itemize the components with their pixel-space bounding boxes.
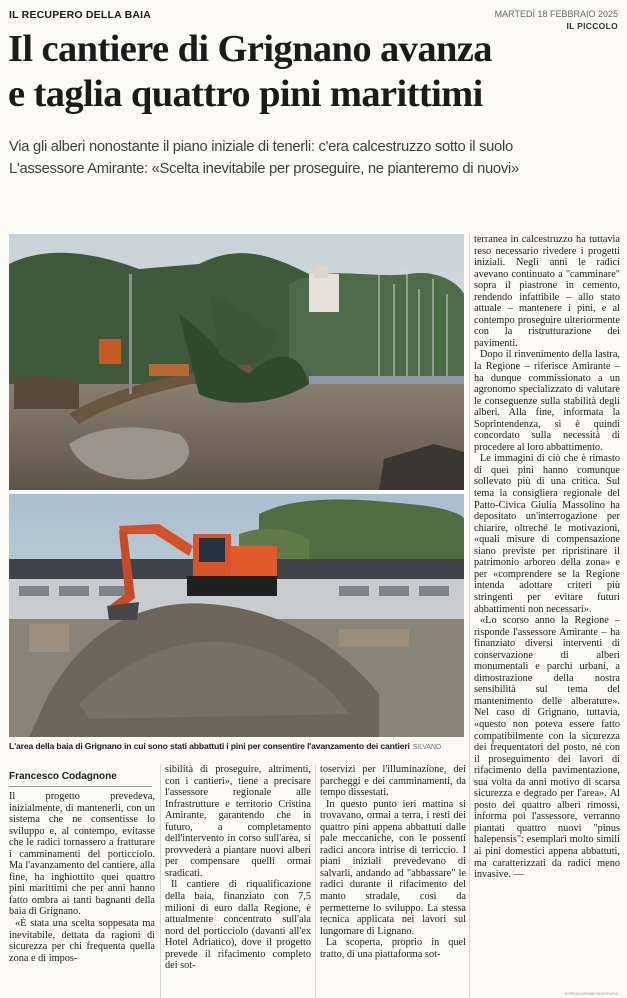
column-separator — [469, 234, 470, 998]
article-column-1 — [9, 791, 155, 998]
byline-divider — [9, 786, 152, 787]
headline-line-1: Il cantiere di Grignano avanza — [8, 28, 492, 70]
article-column-2 — [165, 764, 311, 998]
paragraph: Le immagini di ciò che è rimasto di quei pini hanno comunque sollevato più di una critica. Sul tema la consigliera regionale del Patto-Civica Giulia Massolino ha depositato un'interrogazione per chiarire, oltreché le motivazioni, «quali misure di compensazione siano previste per ripristinare il patrimonio arboreo della zona» e per «comprendere se la Regione intenda adottare criteri più stringenti per evitare futuri abbattimenti non necessari». — [474, 453, 620, 615]
subheadline-line-1: Via gli alberi nonostante il piano iniziale di tenerli: c'era calcestruzzo sotto il suolo — [9, 139, 513, 155]
subheadline — [9, 136, 627, 180]
section-kicker: IL RECUPERO DELLA BAIA — [9, 9, 152, 21]
photo-caption — [9, 741, 464, 751]
paragraph: «Lo scorso anno la Regione – risponde l'assessore Amirante – ha finanziato diversi interventi di conservazione di alberi monumentali e parchi urbani, a dimostrazione della nostra sensibilità sul tema del mantenimento delle alberature». Nel caso di Grignano, tuttavia, «questo non poteva essere fatto compatibilmente con la sicurezza dei frequentatori del posto, né con il proseguimento dei lavori di rifacimento della pavimentazione, sua volta da anni motivo di scarsa sicurezza e degrado per l'area». Al posto dei quattro alberi rimossi, informa poi l'assessore, verranno piantati quattro nuovi "pinus halepensis": esemplari molto simili ai pini domestici appena abbattuti, ma caratterizzati da radici meno invasive. — — [474, 615, 620, 881]
caption-text: L'area della baia di Grignano in cui sono stati abbattuti i pini per consentire l'avanzamento dei cantieri — [9, 741, 410, 751]
photo-credit: SILVANO — [412, 744, 442, 751]
newspaper-name: IL PICCOLO — [566, 21, 618, 31]
paragraph: terranea in calcestruzzo ha tuttavia reso necessario rivedere i progetti iniziali. Negli anni le radici avevano continuato a "camminare" sopra il piastrone in cemento, rendendo infattibile – allo stato attuale – mantenere i pini, e al contempo proseguire ulteriormente con la ristrutturazione dei pavimenti. — [474, 234, 620, 349]
publication-date: MARTEDÌ 18 FEBBRAIO 2025 — [494, 9, 618, 19]
column-separator — [160, 764, 161, 998]
paragraph: sibilità di proseguire, altrimenti, con i cantieri», tiene a precisare l'assessore regionale alle Infrastrutture e territorio Cristina Amirante, garantendo che in futuro, a completamento dell'intervento in corso sull'area, si provvederà a piantare nuovi alberi per compensare quelli ormai sradicati. — [165, 764, 311, 879]
paragraph: «È stata una scelta soppesata ma inevitabile, dettata da ragioni di sicurezza per chi frequenta quella zona e di impos- — [9, 918, 155, 964]
headline — [8, 27, 627, 117]
author-byline: Francesco Codagnone — [9, 771, 117, 782]
photo-felled-pines — [9, 234, 464, 490]
photo-excavator-site — [9, 494, 464, 737]
headline-line-2: e taglia quattro pini marittimi — [8, 73, 483, 115]
paragraph: Il progetto prevedeva, inizialmente, di mantenerli, con un sistema che ne consentisse lo sviluppo e, al contempo, evitasse che le radici tornassero a fratturare i camminamenti del porticciolo. Ma l'avanzamento del cantiere, alla fine, ha inghiottito quei quattro pini marittimi che per anni hanno fatto ombra ai tanti bagnanti della baia di Grignano. — [9, 791, 155, 918]
paragraph: toservizi per l'illuminazione, dei parcheggi e dei camminamenti, da tempo dissestati. — [320, 764, 466, 799]
copyright-footer: RIPRODUZIONE RISERVATA — [564, 991, 618, 996]
article-column-4 — [474, 234, 620, 998]
article-column-3 — [320, 764, 466, 998]
paragraph: Dopo il rinvenimento della lastra, la Regione – riferisce Amirante – ha dunque commissionato a un agronomo specializzato di valutare le conseguenze sulla stabilità degli alberi. Alla fine, informata la Soprintendenza, si è quindi concordato sulla necessità di procedere al loro abbattimento. — [474, 349, 620, 453]
paragraph: Il cantiere di riqualificazione della baia, finanziato con 7,5 milioni di euro dalla Regione, è attualmente concentrato sull'ala nord del porticciolo (davanti all'ex Hotel Adriatico), dove il progetto prevede il rifacimento completo dei sot- — [165, 879, 311, 972]
subheadline-line-2: L'assessore Amirante: «Scelta inevitabile per proseguire, ne pianteremo di nuovi» — [9, 161, 519, 177]
paragraph: In questo punto ieri mattina si trovavano, ormai a terra, i resti dei quattro pini appena abbattuti dalle pale meccaniche, con le possenti radici ancora intrise di terriccio. I piani iniziali prevedevano di salvarli, andando ad "abbassare" le radici durante il rifacimento del manto stradale, così da permetterne lo sviluppo. La stessa tecnica applicata nei lavori sul lungomare di Lignano. — [320, 798, 466, 937]
column-separator — [315, 764, 316, 998]
paragraph: La scoperta, proprio in quel tratto, di una piattaforma sot- — [320, 937, 466, 960]
